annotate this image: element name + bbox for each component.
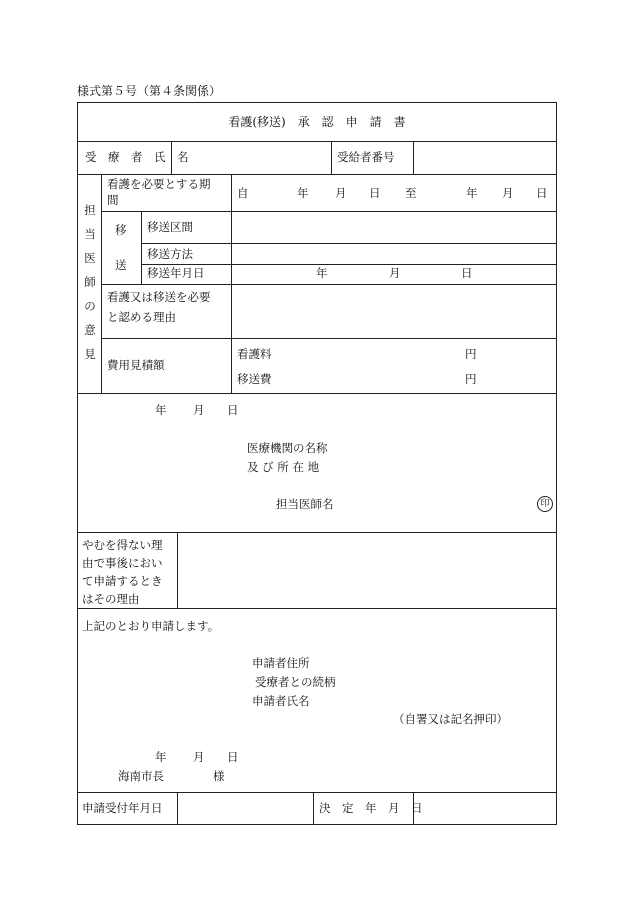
institution-label-line2: 及 び 所 在 地 — [247, 460, 320, 474]
table-border-bottom — [77, 824, 557, 825]
col-line — [177, 532, 178, 608]
row-line — [77, 532, 557, 533]
application-statement: 上記のとおり申請します。 — [82, 619, 220, 633]
row-line — [77, 792, 557, 793]
row-line — [101, 211, 557, 212]
row-line — [77, 174, 557, 175]
receipt-date-label: 申請受付年月日 — [82, 801, 163, 815]
row-line — [77, 141, 557, 142]
period-from-day: 日 — [369, 186, 381, 200]
doctor-name-label: 担当医師名 — [276, 497, 334, 511]
transport-day: 日 — [461, 266, 473, 280]
transport-fee-label: 移送費 — [237, 372, 272, 386]
col-line — [231, 174, 232, 393]
institution-label-line1: 医療機関の名称 — [247, 441, 328, 455]
table-border-right — [556, 102, 557, 824]
nursing-fee-yen: 円 — [465, 347, 477, 361]
reason-label-line1: 看護又は移送を必要 — [107, 290, 211, 304]
col-line — [313, 792, 314, 824]
col-line — [177, 792, 178, 824]
col-line — [331, 141, 332, 174]
unavoidable-reason-label: やむを得ない理 由で事後におい て申請するとき はその理由 — [82, 538, 163, 606]
table-border-left — [77, 102, 78, 824]
nursing-fee-label: 看護料 — [237, 347, 272, 361]
cert-day: 日 — [227, 403, 239, 417]
row-line — [141, 264, 557, 265]
form-title: 看護(移送) 承 認 申 請 書 — [228, 115, 406, 129]
row-line — [101, 284, 557, 285]
decision-date-label: 決 定 年 月 日 — [319, 801, 423, 815]
row-line — [77, 608, 557, 609]
doctor-opinion-vertical-label: 担 当 医 師 の 意 見 — [84, 203, 96, 361]
application-month: 月 — [193, 750, 205, 764]
patient-name-label: 受 療 者 氏 名 — [85, 150, 189, 164]
relation-label: 受療者との続柄 — [255, 675, 336, 689]
period-from: 自 — [237, 186, 249, 200]
seal-icon: 印 — [537, 496, 553, 512]
col-line — [141, 211, 142, 284]
cert-month: 月 — [193, 403, 205, 417]
transport-vertical-2: 送 — [115, 258, 127, 272]
period-to-year: 年 — [466, 186, 478, 200]
applicant-address-label: 申請者住所 — [252, 656, 310, 670]
application-year: 年 — [155, 750, 167, 764]
row-line — [141, 243, 557, 244]
transport-fee-yen: 円 — [465, 372, 477, 386]
transport-date-label: 移送年月日 — [147, 266, 205, 280]
table-border-top — [77, 102, 557, 103]
cost-estimate-label: 費用見積額 — [107, 358, 165, 372]
recipient-number-label: 受給者番号 — [337, 150, 395, 164]
col-line — [101, 174, 102, 393]
row-line — [101, 338, 557, 339]
period-label-line2: 間 — [107, 193, 119, 207]
transport-method-label: 移送方法 — [147, 247, 193, 261]
period-label-line1: 看護を必要とする期 — [107, 177, 211, 191]
addressee-label: 海南市長 — [118, 769, 164, 783]
reason-label-line2: と認める理由 — [107, 310, 176, 324]
cert-year: 年 — [155, 403, 167, 417]
form-number: 様式第５号（第４条関係） — [77, 84, 222, 98]
period-from-month: 月 — [335, 186, 347, 200]
transport-month: 月 — [389, 266, 401, 280]
signature-note: （自署又は記名押印） — [393, 712, 508, 726]
addressee-honorific: 様 — [213, 769, 225, 783]
period-from-year: 年 — [297, 186, 309, 200]
row-line — [77, 393, 557, 394]
period-to: 至 — [405, 186, 417, 200]
transport-vertical-1: 移 — [115, 223, 127, 237]
period-to-month: 月 — [502, 186, 514, 200]
transport-year: 年 — [316, 266, 328, 280]
transport-section-label: 移送区間 — [147, 220, 193, 234]
col-line — [413, 141, 414, 174]
application-day: 日 — [227, 750, 239, 764]
applicant-name-label: 申請者氏名 — [252, 694, 310, 708]
period-to-day: 日 — [536, 186, 548, 200]
